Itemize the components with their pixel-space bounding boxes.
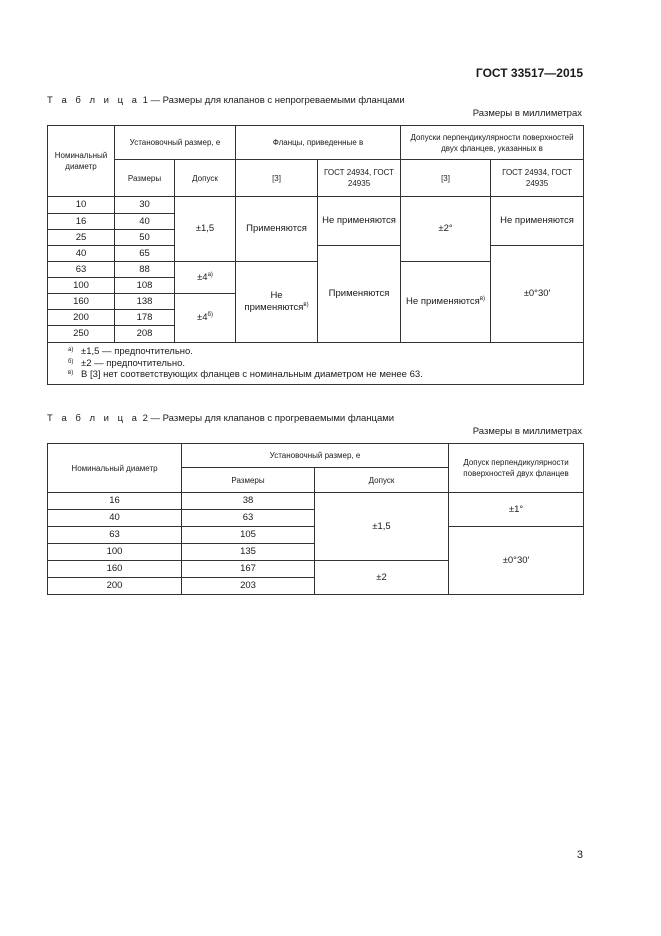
t1-header-flanges: Фланцы, приведенные в	[236, 126, 401, 160]
t1-header-nominal: Номинальный диаметр	[48, 126, 115, 197]
t2-header-perp: Допуск перпендикулярности поверхностей двух фланцев	[449, 444, 584, 493]
page-number: 3	[576, 849, 583, 861]
table2	[47, 443, 584, 595]
footnote-mark: б)	[68, 358, 74, 365]
t1-perp-gost-not-applied: Не применяются	[491, 197, 584, 246]
footnote-mark: в)	[68, 370, 74, 376]
t1-dn: 200	[48, 310, 115, 326]
footnote	[68, 358, 577, 370]
t1-dn: 63	[48, 262, 115, 278]
footnote-mark: а)	[68, 347, 74, 353]
t2-size: 203	[182, 578, 315, 595]
t1-header-install: Установочный размер, e	[115, 126, 236, 160]
table1-caption-text: 1 — Размеры для клапанов с непрогреваемыми фланцами	[142, 95, 405, 106]
footnote-text: В [3] нет соответствующих фланцев с номинальным диаметром не менее 63.	[81, 369, 423, 380]
t2-size: 135	[182, 544, 315, 561]
t2-perp-1: ±1°	[449, 493, 584, 527]
t1-tolerance-3	[175, 294, 236, 343]
t1-size: 88	[115, 262, 175, 278]
t1-tolerance-2	[175, 262, 236, 294]
table1-caption	[47, 95, 405, 106]
t2-tolerance-1: ±1,5	[315, 493, 449, 561]
t2-dn: 63	[48, 527, 182, 544]
t1-tolerance-2-footnote-mark: а)	[207, 271, 213, 278]
table2-caption	[47, 413, 394, 424]
t2-size: 105	[182, 527, 315, 544]
t1-size: 65	[115, 246, 175, 262]
table1-units: Размеры в миллиметрах	[472, 108, 582, 119]
t1-dn: 100	[48, 278, 115, 294]
table1	[47, 125, 584, 385]
t2-header-sizes: Размеры	[182, 468, 315, 493]
t1-flange-gost-applied: Применяются	[318, 246, 401, 343]
t2-dn: 40	[48, 510, 182, 527]
t1-flange3-not-applied	[236, 262, 318, 343]
t1-tolerance-2-value: ±4	[197, 271, 208, 283]
t1-header-gostb: ГОСТ 24934, ГОСТ 24935	[491, 160, 584, 197]
t1-header-tolerances: Допуски перпендикулярности поверхностей двух фланцев, указанных в	[401, 126, 584, 160]
t1-footnotes	[48, 343, 584, 385]
t1-flange3-footnote-mark: в)	[303, 301, 309, 308]
t2-header-tolerance: Допуск	[315, 468, 449, 493]
t1-dn: 250	[48, 326, 115, 343]
footnote	[68, 346, 577, 358]
t2-size: 38	[182, 493, 315, 510]
footnote-text: ±1,5 — предпочтительно.	[81, 346, 193, 357]
t1-size: 30	[115, 197, 175, 214]
t2-dn: 200	[48, 578, 182, 595]
t1-size: 208	[115, 326, 175, 343]
t2-size: 63	[182, 510, 315, 527]
t1-perp3-not-applied	[401, 262, 491, 343]
t1-perp3-footnote-mark: в)	[479, 295, 485, 302]
t1-flange3-applied: Применяются	[236, 197, 318, 262]
t1-dn: 10	[48, 197, 115, 214]
table1-caption-prefix: Т а б л и ц а	[47, 95, 140, 106]
t1-flange-gost-not-applied: Не применяются	[318, 197, 401, 246]
t1-tolerance-3-footnote-mark: б)	[207, 311, 213, 318]
t1-header-sizes: Размеры	[115, 160, 175, 197]
table2-caption-text: 2 — Размеры для клапанов с прогреваемыми фланцами	[142, 413, 395, 424]
t2-header-install: Установочный размер, e	[182, 444, 449, 468]
table2-units: Размеры в миллиметрах	[472, 426, 582, 437]
t1-flange3-not-applied-text: Не применяются	[244, 290, 304, 313]
t1-size: 178	[115, 310, 175, 326]
t2-tolerance-2: ±2	[315, 561, 449, 595]
t2-dn: 16	[48, 493, 182, 510]
t1-tolerance-1: ±1,5	[175, 197, 236, 262]
t1-dn: 160	[48, 294, 115, 310]
t1-header-gost: ГОСТ 24934, ГОСТ 24935	[318, 160, 401, 197]
t1-size: 108	[115, 278, 175, 294]
t1-perp-gost-value: ±0°30′	[491, 246, 584, 343]
t1-size: 138	[115, 294, 175, 310]
t1-header-ref3: [3]	[236, 160, 318, 197]
t1-tolerance-3-value: ±4	[197, 312, 208, 323]
t1-perp3-value: ±2°	[401, 197, 491, 262]
footnote-text: ±2 — предпочтительно.	[81, 357, 186, 369]
t1-dn: 25	[48, 230, 115, 246]
t1-dn: 40	[48, 246, 115, 262]
t2-size: 167	[182, 561, 315, 578]
t1-header-ref3b: [3]	[401, 160, 491, 197]
t2-header-nominal: Номинальный диаметр	[48, 444, 182, 493]
t1-perp3-not-applied-text: Не применяются	[406, 296, 480, 307]
t1-dn: 16	[48, 214, 115, 230]
document-number: ГОСТ 33517—2015	[475, 66, 583, 80]
t1-size: 50	[115, 230, 175, 246]
t2-perp-2: ±0°30′	[449, 527, 584, 595]
t1-size: 40	[115, 214, 175, 230]
table2-caption-prefix: Т а б л и ц а	[47, 413, 140, 424]
footnote	[68, 369, 577, 381]
t2-dn: 160	[48, 561, 182, 578]
t1-header-tolerance: Допуск	[175, 160, 236, 197]
t2-dn: 100	[48, 544, 182, 561]
